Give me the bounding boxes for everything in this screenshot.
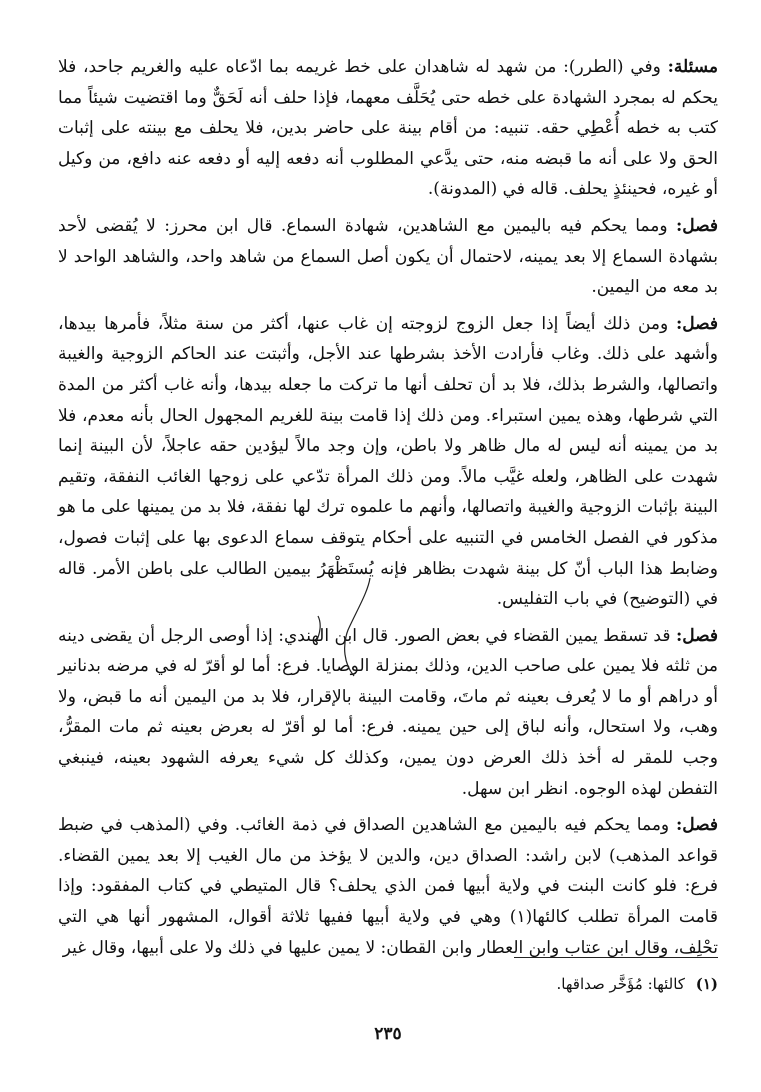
paragraph-heading: فصل: [675, 625, 718, 646]
paragraph-text: ومما يحكم فيه باليمين مع الشاهدين الصداق في ذمة الغائب. وفي (المذهب في ضبط قواعد المذهب) لابن راشد: الصداق دين، والدين لا يؤخذ من مال الغيب إلا بعد يمين القضاء. فرع: فلو كانت البنت في ولاية أبيها فمن الذي يحلف؟ قال المتيطي في كتاب المفقود: وإذا قامت المرأة تطلب كالئها(١) وهي في ولاية أبيها ففيها ثلاثة أقوال، المشهور أنها هي التي تحْلِف، وقال ابن عتاب وابن العطار وابن القطان: لا يمين عليها في ذلك ولا على أبيها، وقال غير [58, 815, 718, 958]
paragraph-heading: فصل: [675, 313, 718, 334]
paragraph-fasl-3 [58, 621, 718, 805]
paragraph-heading: فصل: [675, 215, 718, 236]
paragraph-fasl-4 [58, 810, 718, 963]
paragraph-masala [58, 52, 718, 205]
paragraph-text: ومما يحكم فيه باليمين مع الشاهدين، شهادة السماع. قال ابن محرز: لا يُقضى لأحد بشهادة السماع إلا بعد يمينه، لاحتمال أن يكون أصل السماع من شاهد واحد، والشاهد الواحد لا بد معه من اليمين. [58, 215, 718, 298]
footnote-number: (١) [695, 975, 718, 993]
paragraph-fasl-1 [58, 211, 718, 303]
footnote [58, 972, 718, 996]
page-number: ٢٣٥ [374, 1024, 402, 1044]
footnote-divider [514, 957, 718, 958]
paragraph-heading: فصل: [675, 815, 718, 836]
paragraph-fasl-2 [58, 309, 718, 615]
paragraph-heading: مسئلة: [667, 57, 718, 77]
paragraph-text: وفي (الطرر): من شهد له شاهدان على خط غريمه بما ادّعاه عليه والغريم جاحد، فلا يحكم له بمجرد الشهادة على خطه حتى يُحَلَّف معهما، فإذا حلف أنه لَحَقٌّ وما اقتضيت شيئاً مما كتب به خطه أُعْطِي حقه. تنبيه: من أقام بينة على حاضر بدين، فلا يحلف مع بينته على إثبات الحق ولا على أنه ما قبضه منه، حتى يدَّعي المطلوب أنه دفعه إليه أو دفعه عنه دافع، من وكيل أو غيره، فحينئذٍ يحلف. قاله في (المدونة). [58, 57, 718, 200]
book-page [58, 52, 718, 1072]
paragraph-text: قد تسقط يمين القضاء في بعض الصور. قال ابن الهندي: إذا أوصى الرجل أن يقضى دينه من ثلثه فلا يمين على صاحب الدين، وذلك بمنزلة الوصايا. فرع: أما لو أقرّ له في مرضه بدنانير أو دراهم أو ما لا يُعرف بعينه ثم ماتَ، وقامت البينة بالإقرار، فلا بد من اليمين أنه ما قبض، ولا وهب، ولا استحال، وأنه لباق إلى حين يمينه. فرع: أما لو أقرّ له بعرض بعينه ثم مات المقرُّ، وجب للمقر له أخذ ذلك العرض دون يمين، وكذلك كل شيء يعرفه الشهود بعينه، فينبغي التفطن لهذه الوجوه. انظر ابن سهل. [58, 625, 718, 799]
footnote-text: كالئها: مُؤَخَّر صداقها. [556, 975, 685, 993]
paragraph-text: ومن ذلك أيضاً إذا جعل الزوج لزوجته إن غاب عنها، أكثر من سنة مثلاً، فأمرها بيدها، وأشهد على ذلك. وغاب فأرادت الأخذ بشرطها عند الأجل، وأثبتت عند الحاكم الزوجية والغيبة واتصالها، والشرط بذلك، فلا بد أن تحلف أنها ما تركت ما جعله بيدها، وأنه غاب أكثر من المدة التي شرطها، وهذه يمين استبراء. ومن ذلك إذا قامت بينة للغريم المجهول الحال بأنه معدم، فلا بد من يمينه أنه ليس له مال ظاهر ولا باطن، وإن وجد مالاً ليؤدين حقه عاجلاً، لأن البينة إنما شهدت على الظاهر، ولعله غيَّب مالاً. ومن ذلك المرأة تدّعي على زوجها الغائب النفقة، وتقيم البينة بإثبات الزوجية والغيبة واتصالها، وأنهم ما علموه ترك لها نفقة، فلا بد من يمينها على ما هو مذكور في الفصل الخامس في التنبيه على أحكام يتوقف سماع الدعوى بها على إثبات فصول، وضابط هذا الباب أنّ كل بينة شهدت بظاهر فإنه يُستَظْهَرُ بيمين الطالب على باطن الأمر. قاله في (التوضيح) في باب التفليس. [58, 313, 718, 610]
